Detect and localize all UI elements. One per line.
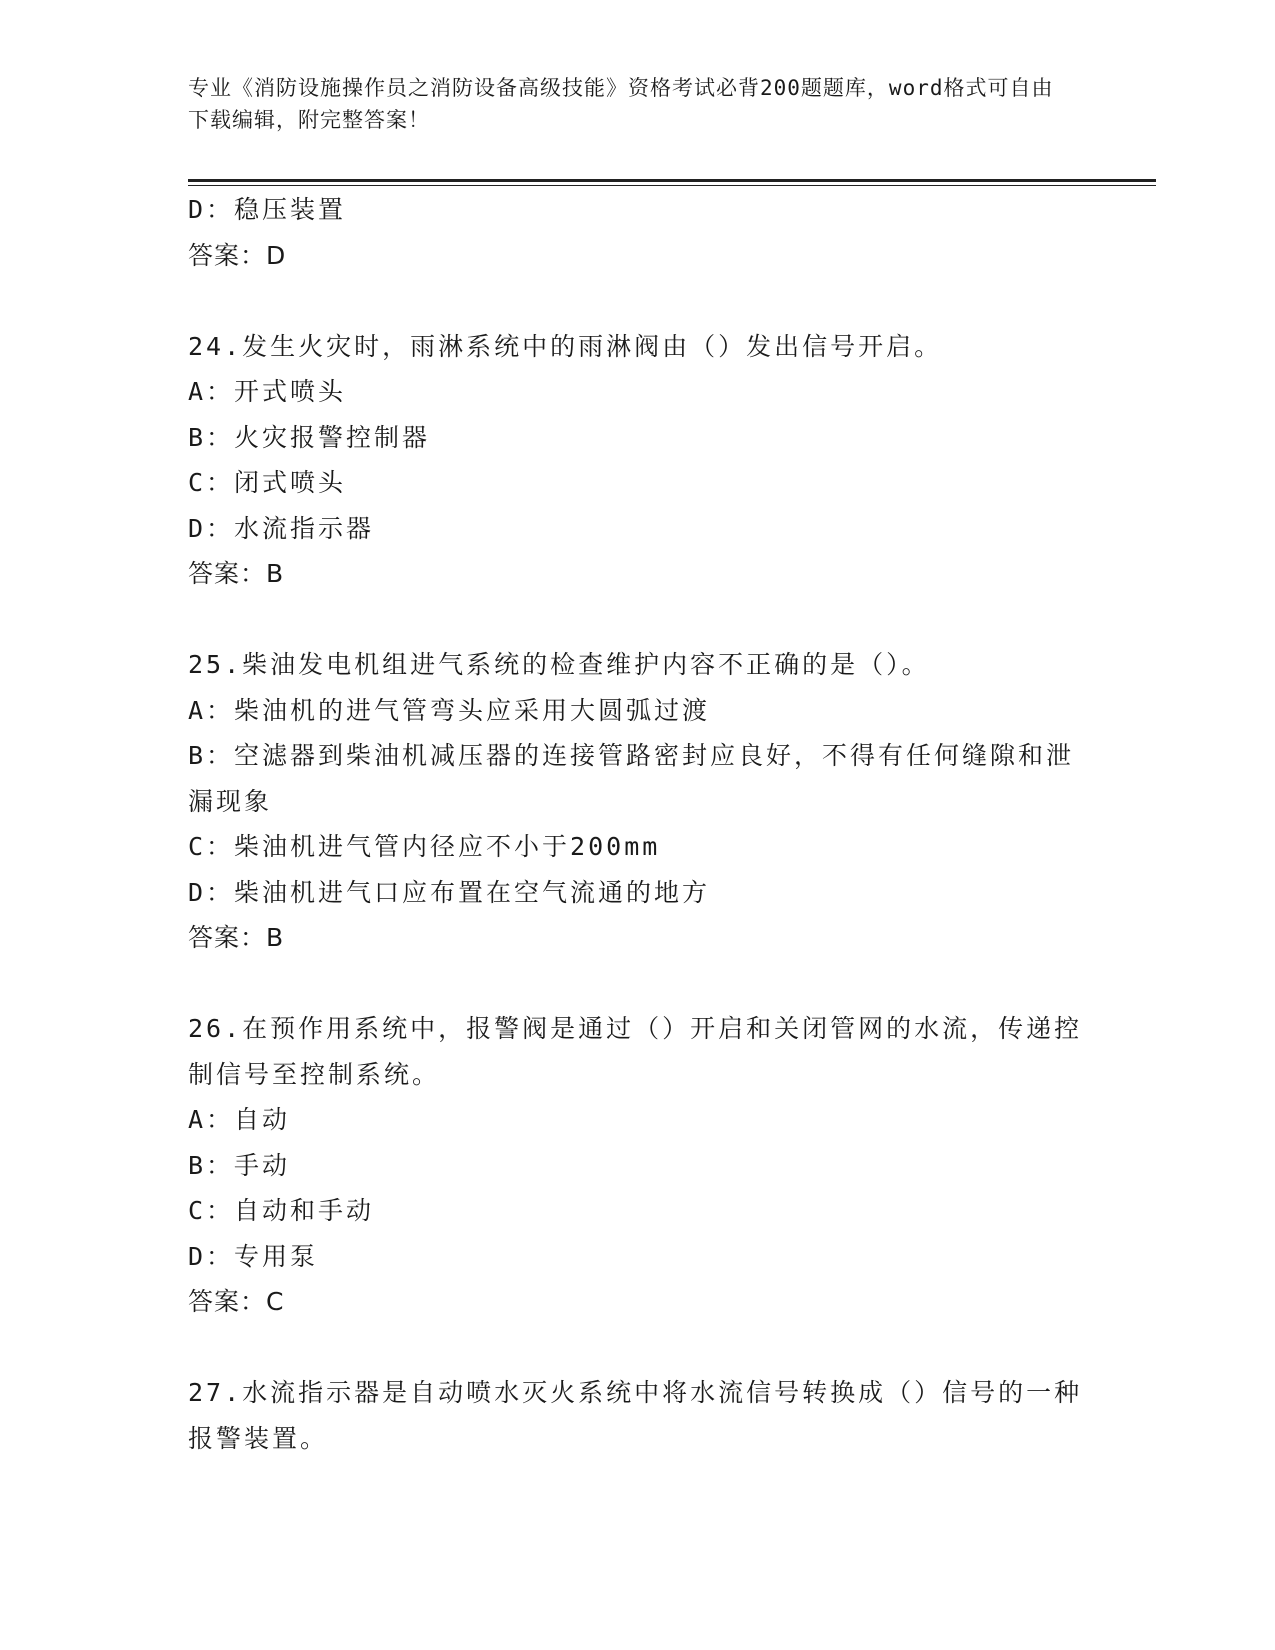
question-25-answer: 答案：B [188, 923, 285, 952]
question-27-stem: 27.水流指示器是自动喷水灭火系统中将水流信号转换成（）信号的一种报警装置。 [188, 1378, 1083, 1453]
header-divider-thin [188, 185, 1156, 186]
header-divider-thick [188, 179, 1156, 182]
question-list [188, 187, 1088, 1461]
question-25-option-c: C：柴油机进气管内径应不小于200mm [188, 832, 661, 861]
prev-answer: 答案：D [188, 240, 287, 270]
question-24-option-d: D：水流指示器 [188, 513, 375, 543]
question-26-answer: 答案：C [188, 1287, 285, 1316]
question-24-answer: 答案：B [188, 559, 285, 588]
document-header: 专业《消防设施操作员之消防设备高级技能》资格考试必背200题题库，word格式可自由下载编辑，附完整答案！ [188, 76, 1054, 132]
question-24-option-c: C：闭式喷头 [188, 468, 347, 497]
question-24-option-a: A：开式喷头 [188, 377, 347, 406]
question-26-option-c: C：自动和手动 [188, 1196, 375, 1225]
question-24-stem: 24.发生火灾时，雨淋系统中的雨淋阀由（）发出信号开启。 [188, 331, 943, 361]
question-24-option-b: B：火灾报警控制器 [188, 422, 431, 452]
question-26-option-d: D：专用泵 [188, 1241, 319, 1271]
question-25-option-b: B：空滤器到柴油机减压器的连接管路密封应良好，不得有任何缝隙和泄漏现象 [188, 741, 1075, 816]
prev-option-d: D：稳压装置 [188, 195, 347, 224]
question-25-stem: 25.柴油发电机组进气系统的检查维护内容不正确的是（）。 [188, 650, 930, 679]
question-25-option-a: A：柴油机的进气管弯头应采用大圆弧过渡 [188, 695, 711, 725]
question-25-option-d: D：柴油机进气口应布置在空气流通的地方 [188, 877, 711, 907]
question-26-option-a: A：自动 [188, 1105, 291, 1134]
question-26-option-b: B：手动 [188, 1150, 291, 1180]
question-26-stem: 26.在预作用系统中，报警阀是通过（）开启和关闭管网的水流，传递控制信号至控制系统。 [188, 1014, 1083, 1089]
